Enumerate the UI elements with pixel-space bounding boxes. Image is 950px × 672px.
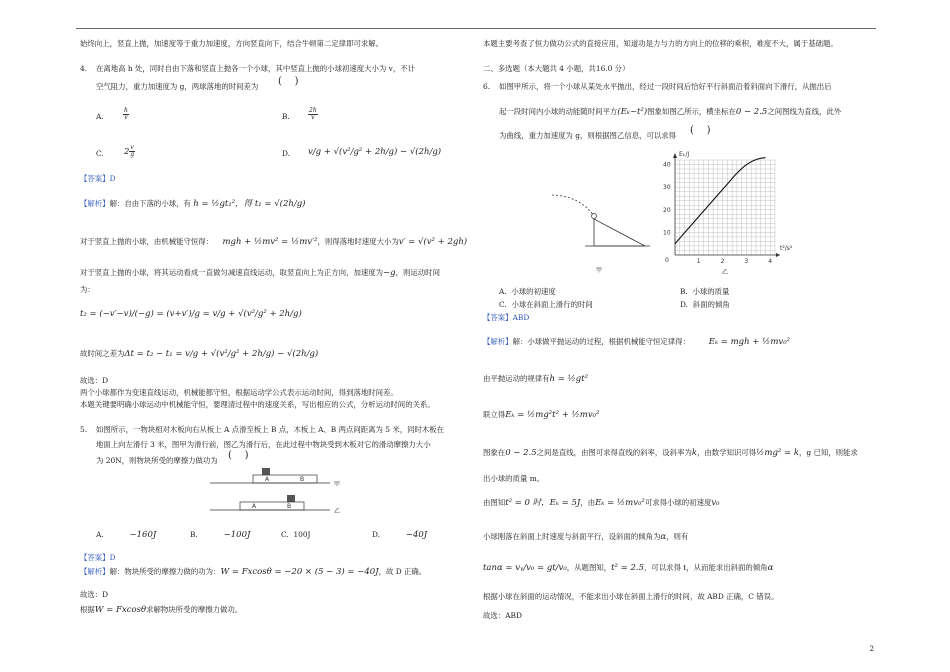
q4-analysis-2: 对于竖直上抛的小球，由机械能守恒得： mgh + ½mv² = ½mv′²，则得落地时速度大小为v′ = √(v² + 2gh) [80,237,468,247]
q5-number: 5. [80,425,88,434]
q4-note-2: 本题关键要明确小球运动中机械能守恒，要理清过程中的速度关系，写出相应的公式，分析运动时间的关系。 [80,400,435,409]
q6-trajectory [552,195,594,216]
x-tick-label: 4 [768,258,773,265]
q4-analysis-1: 【解析】解：自由下落的小球，有 h = ½gt₁²，得 t₁ = √(2h/g) [80,199,306,209]
q6-option-c: C. 小球在斜面上滑行的时间 [499,300,593,309]
q6-analysis-7: tanα = vᵧ/v₀ = gt/v₀，从题图知，t² = 2.5，可以求得 t，从而能求出斜面的倾角α [483,563,774,573]
answer-bracket: ( ) [278,76,299,87]
q6-x-axis-label: t²/s² [780,245,793,252]
q5-label-b-yi: B [287,503,292,510]
q6-number: 6. [483,82,491,91]
q4-conclusion: 故选：D [80,376,109,385]
q6-conclusion: 故选：ABD [483,611,522,620]
q5-label-b-jia: B [300,476,305,483]
q5-stem-line1: 如图所示，一物块相对木板向右从板上 A 点滑至板上 B 点，木板上 A、B 两点间距离为 5 米，同时木板在 [96,425,445,434]
q4-analysis-4: 故时间之差为Δt = t₂ − t₁ = v/g + √(v²/g² + 2h/g) − √(2h/g) [80,349,319,359]
q5-board-yi [240,502,304,510]
y-tick-label: 10 [663,229,671,237]
x-tick-label: 3 [744,258,749,265]
q4-option-a: A. [96,112,104,121]
q5-note: 根据W = Fxcosθ求解物块所受的摩擦力做功。 [80,605,243,615]
answer-bracket: ( ) [690,125,711,136]
q4-option-c: C. [96,149,104,158]
q5-option-b: B. −100J [190,530,251,540]
q5-fig-label-yi: 乙 [334,508,341,515]
q5-option-a: A. −160J [96,530,157,540]
q6-option-a: A. 小球的初速度 [499,287,556,296]
q4-option-d-expr: v/g + √(v²/g² + 2h/g) − √(2h/g) [308,147,442,157]
q4-analysis-3: 对于竖直上抛的小球，将其运动看成一直做匀减速直线运动，取竖直向上为正方向，加速度为−g，则运动时间 [80,268,440,278]
q6-stem-line1: 如图甲所示，将一个小球从某处水平抛出，经过一段时间后恰好平行斜面沿着斜面向下滑行，从抛出后 [499,82,832,91]
q4-note-1: 两个小球都作为变速直线运动，机械能都守恒，根据运动学公式表示运动时间，得到落地时间差。 [80,388,398,397]
q4-analysis-t2: t₂ = (−v′−v)/(−g) = (v+v′)/g = v/g + √(v²/g² + 2h/g) [80,309,302,319]
q5-stem-line3: 为 20N，则物块所受的摩擦力做功为 [96,456,218,465]
q6-ball [592,214,597,219]
q6-stem-line3: 为曲线，重力加速度为 g，则根据图乙信息，可以求得 [499,131,677,140]
intro-text: 始终向上，竖直上抛，加速度等于重力加速度，方向竖直向下，结合牛顿第二定律即可求解。 [80,39,384,48]
q6-analysis-8: 根据小球在斜面的运动情况，不能求出小球在斜面上滑行的时间，故 ABD 正确，C 错误。 [483,592,779,601]
q6-fig-label-yi: 乙 [722,269,729,276]
q6-analysis-1: 【解析】解：小球做平抛运动的过程，根据机械能守恒定律得： Eₖ = mgh + ½mv₀² [483,337,791,347]
q4-option-b: B. [282,112,290,121]
q6-x-arrow [776,253,780,257]
q6-analysis-6: 小球刚落在斜面上时速度与斜面平行，设斜面的倾角为α，则有 [483,532,689,542]
q6-answer: 【答案】ABD [483,313,530,322]
q4-stem-line2: 空气阻力，重力加速度为 g，两球落地的时间差为 [96,82,259,91]
q5-block-jia [262,468,270,475]
q5-option-c: C. 100J [281,530,311,539]
q5-fig-label-jia: 甲 [334,481,341,488]
q4-option-a-expr: $\frac{h}{v}$ [124,107,128,121]
q5-option-d: D. −40J [372,530,428,540]
q6-analysis-4e: 出小球的质量 m。 [483,474,545,483]
x-tick-label: 1 [696,258,701,265]
q6-analysis-2: 由平抛运动的规律有h = ½gt² [483,374,589,384]
q4-stem-line1: 在离地高 h 处，同时自由下落和竖直上抛各一个小球，其中竖直上抛的小球初速度大小为 v，不计 [96,64,416,73]
q5-stem-line2: 地面上向左滑行 3 米，图甲为滑行前，图乙为滑行后，在此过程中物块受到木板对它的滑动摩擦力大小 [96,440,431,449]
q6-origin-label: 0 [665,257,669,264]
q5-label-a-yi: A [252,503,257,510]
q5-summary: 本题主要考查了恒力做功公式的直接应用，知道功是力与力的方向上的位移的乘积，难度不大，属于基础题。 [483,39,838,48]
section-title: 二、多选题（本大题共 4 小题，共16.0 分） [483,64,630,73]
q4-answer: 【答案】D [80,174,116,183]
q6-graph-grid [675,160,775,255]
y-tick-label: 30 [663,184,671,192]
q4-option-d: D. [282,149,291,158]
q5-analysis-1: 【解析】解：物块所受的摩擦力做的功为：W = Fxcosθ = −20 × (5 − 3) = −40J，故 D 正确。 [80,567,427,577]
q5-board-jia [253,475,317,483]
q6-option-b: B. 小球的质量 [680,287,730,296]
q6-stem-line2: 起一段时间内小球的动能随时间平方(Eₖ~t²)图象如图乙所示，横坐标在0 − 2.5之间图线为直线，此外 [499,107,842,117]
q6-incline [594,219,645,246]
q5-answer: 【答案】D [80,553,116,562]
y-tick-label: 40 [663,161,671,169]
q6-y-arrow [673,153,677,158]
q5-block-yi [287,495,295,502]
q6-graph [660,150,793,280]
q6-analysis-3: 联立得Eₖ = ½mg²t² + ½mv₀² [483,410,600,420]
q4-option-c-expr: 2 $\frac{v}{g}$ [124,144,135,158]
q6-y-axis-label: Eₖ/J [679,151,690,158]
answer-bracket: ( ) [228,450,249,461]
q6-fig-label-jia: 甲 [596,267,603,274]
q4-option-b-expr: $\frac{2h}{v}$ [309,107,317,121]
y-tick-label: 20 [663,206,671,214]
q6-analysis-4: 图象在0 − 2.5之间是直线，由图可求得直线的斜率，设斜率为k，由数学知识可得½mg² = k，g 已知，则能求 [483,448,858,458]
page-number: 2 [869,645,874,653]
q4-number: 4. [80,64,88,73]
q4-analysis-3c: 为： [80,285,95,294]
q5-conclusion: 故选：D [80,590,109,599]
q6-option-d: D. 斜面的倾角 [680,300,730,309]
x-tick-label: 2 [720,258,725,265]
q6-analysis-5: 由图知t² = 0 时，Eₖ = 5J，由Eₖ = ½mv₀²可求得小球的初速度v₀ [483,498,720,508]
q5-label-a-jia: A [265,476,270,483]
